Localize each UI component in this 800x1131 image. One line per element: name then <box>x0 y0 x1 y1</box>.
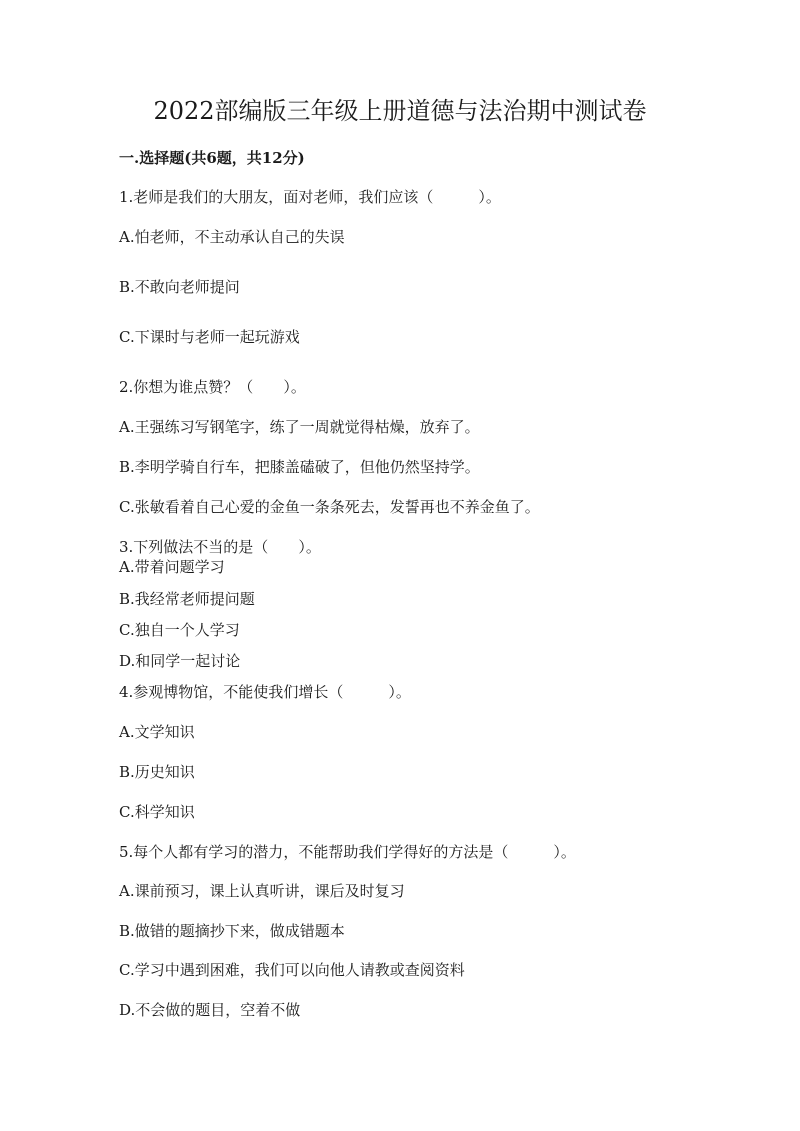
question-3-option-a: A.带着问题学习 <box>119 558 225 576</box>
question-5-option-c: C.学习中遇到困难，我们可以向他人请教或查阅资料 <box>119 961 465 979</box>
page-title: 2022部编版三年级上册道德与法治期中测试卷 <box>153 97 647 125</box>
question-3-option-d: D.和同学一起讨论 <box>119 652 241 670</box>
question-3-stem: 3.下列做法不当的是（ ）。 <box>119 538 321 556</box>
question-5-option-b: B.做错的题摘抄下来，做成错题本 <box>119 922 345 940</box>
question-2-option-c: C.张敏看着自己心爱的金鱼一条条死去，发誓再也不养金鱼了。 <box>119 498 540 516</box>
question-1-option-b: B.不敢向老师提问 <box>119 278 240 296</box>
question-1-option-a: A.怕老师，不主动承认自己的失误 <box>119 228 345 246</box>
question-1-option-c: C.下课时与老师一起玩游戏 <box>119 328 300 346</box>
question-4-option-c: C.科学知识 <box>119 803 195 821</box>
question-4-option-a: A.文学知识 <box>119 723 195 741</box>
question-3-option-b: B.我经常老师提问题 <box>119 590 255 608</box>
question-5-option-a: A.课前预习，课上认真听讲，课后及时复习 <box>119 882 405 900</box>
question-1-stem: 1.老师是我们的大朋友，面对老师，我们应该（ ）。 <box>119 188 501 206</box>
question-5-option-d: D.不会做的题目，空着不做 <box>119 1001 301 1019</box>
question-4-stem: 4.参观博物馆，不能使我们增长（ ）。 <box>119 683 411 701</box>
question-4-option-b: B.历史知识 <box>119 763 195 781</box>
question-3-option-c: C.独自一个人学习 <box>119 621 240 639</box>
question-2-option-a: A.王强练习写钢笔字，练了一周就觉得枯燥，放弃了。 <box>119 418 480 436</box>
question-2-stem: 2.你想为谁点赞？（ ）。 <box>119 378 306 396</box>
question-5-stem: 5.每个人都有学习的潜力，不能帮助我们学得好的方法是（ ）。 <box>119 843 576 861</box>
section-heading: 一.选择题(共6题，共12分) <box>119 149 305 167</box>
question-2-option-b: B.李明学骑自行车，把膝盖磕破了，但他仍然坚持学。 <box>119 458 480 476</box>
